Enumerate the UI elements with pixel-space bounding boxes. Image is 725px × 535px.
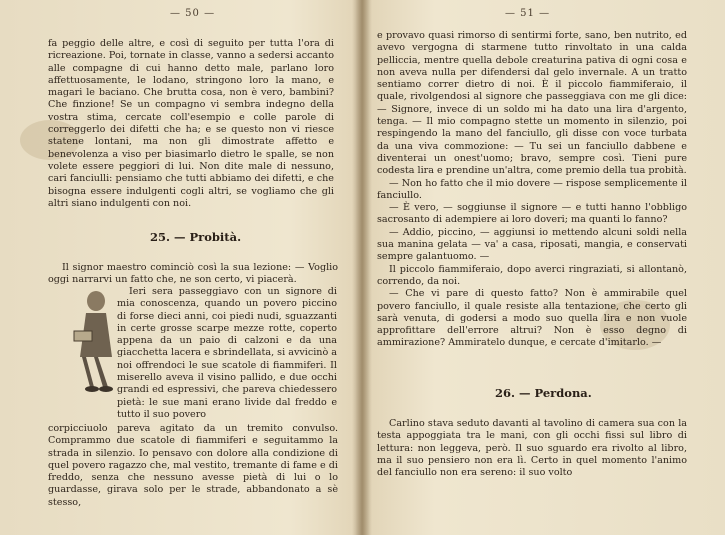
paragraph-text: Carlino stava seduto davanti al tavolino di camera sua con la testa appoggiata tra le mani, con gli occhi fissi sul libro di lettura: non leggeva, però. Il suo sguardo era rivolto al libro, ma il suo pensiero non era lì. Certo in quel momento l'animo del fanciullo non era sereno: il suo volto xyxy=(377,418,687,479)
story-text xyxy=(377,30,687,350)
story-wrapped-text xyxy=(117,286,337,421)
paragraph-text: — È vero, — soggiunse il signore — e tutti hanno l'obbligo sacrosanto di adempiere ai loro doveri; ma quanti lo fanno? xyxy=(377,202,687,226)
right-page xyxy=(365,0,725,535)
paragraph-text: — Che vi pare di questo fatto? Non è ammirabile quel povero fanciullo, il quale resiste alla tentazione, che certo gli sarà venuta, di godersi a modo suo quella lira e non vuole approfittare dell'errore altrui? Non è esso degno di ammirazione? Ammiratelo dunque, e cercate d'imitarlo. — xyxy=(377,288,687,349)
page-number: — 50 — xyxy=(170,8,216,19)
page-number: — 51 — xyxy=(505,8,551,19)
paragraph-text: Il signor maestro cominciò così la sua lezione: — Voglio oggi narrarvi un fatto che, ne son certo, vi piacerà. xyxy=(48,262,338,286)
paragraph-text: Ieri sera passeggiavo con un signore di mia conoscenza, quando un povero piccino di forse dieci anni, coi piedi nudi, sguazzanti in certe grosse scarpe mezze rotte, coperto appena da un paio di calzoni e da una giacchetta lacera e sbrindellata, si avvicinò a noi offrendoci le sue scatole di fiammiferi. Il miserello aveva il visino pallido, e due occhi grandi ed espressivi, che pareva chiedessero pietà: le sue mani erano livide dal freddo e tutto il suo povero xyxy=(117,286,338,420)
paragraph-text: fa peggio delle altre, e così di seguito per tutta l'ora di ricreazione. Poi, tornate in classe, vanno a sedersi accanto alle compagne di cui hanno detto male, parlano loro affettuosamente, le lodano, stringono loro la mano, e magari le baciano. Che brutta cosa, non è vero, bambini? Che finzione! Se un compagno vi sembra indegno della vostra stima, cercate coll'esempio e colle parole di correggerlo dei difetti che ha; e se questo non vi riesce statene lontani, ma non gli dimostrate affetto e benevolenza a viso per biasimarlo dietro le spalle, se non volete essere peggiori di lui. Non dite male di nessuno, cari fanciulli: pensiamo che tutti abbiamo dei difetti, e che bisogna essere indulgenti cogli altri, se vogliamo che gli altri siano indulgenti con noi. xyxy=(48,38,334,209)
story-continuation xyxy=(48,423,338,509)
paragraph-text: e provavo quasi rimorso di sentirmi forte, sano, ben nutrito, ed avevo vergogna di starmene tutto rinvoltato in una calda pelliccia, mentre quella debole creaturina pativa di ogni cosa e non aveva nulla per difendersi dal gelo invernale. A un tratto sentiamo correr dietro di noi. È il piccolo fiammiferaio, il quale, rivolgendosi al signore che passeggiava con me gli dice: — Signore, invece di un soldo mi ha dato una lira d'argento, tenga. — Il mio compagno stette un momento in silenzio, poi respingendo la mano del fanciullo, gli disse con voce turbata da una viva commozione: — Tu sei un fanciullo dabbene e diventerai un onest'uomo; bravo, sempre così. Tieni pure codesta lira e prendine un'altra, come premio della tua probità. xyxy=(377,30,687,177)
section-heading: 25. — Probità. xyxy=(150,230,242,244)
section-heading: 26. — Perdona. xyxy=(495,386,592,400)
paragraph-text: — Non ho fatto che il mio dovere — rispose semplicemente il fanciullo. xyxy=(377,177,687,201)
story-opening xyxy=(48,262,338,287)
paragraph-text: — Addio, piccino, — aggiunsi io mettendo alcuni soldi nella sua manina gelata — va' a casa, riposati, mangia, e conservati sempre galantuomo. — xyxy=(377,226,687,263)
paragraph-text: corpicciuolo pareva agitato da un tremito convulso. Comprammo due scatole di fiammiferi e seguitammo la strada in silenzio. Io pensavo con dolore alla condizione di quel povero ragazzo che, mal vestito, tremante di fame e di freddo, senza che nessuno avesse pietà di lui o lo guardasse, girava solo per le strade, abbandonato a sè stesso, xyxy=(48,423,338,508)
left-page xyxy=(0,0,360,535)
closing-paragraph xyxy=(377,418,687,479)
match-seller-illustration xyxy=(72,287,120,395)
intro-paragraph xyxy=(48,38,334,210)
paragraph-text: Il piccolo fiammiferaio, dopo averci ringraziati, si allontanò, correndo, da noi. xyxy=(377,263,687,287)
